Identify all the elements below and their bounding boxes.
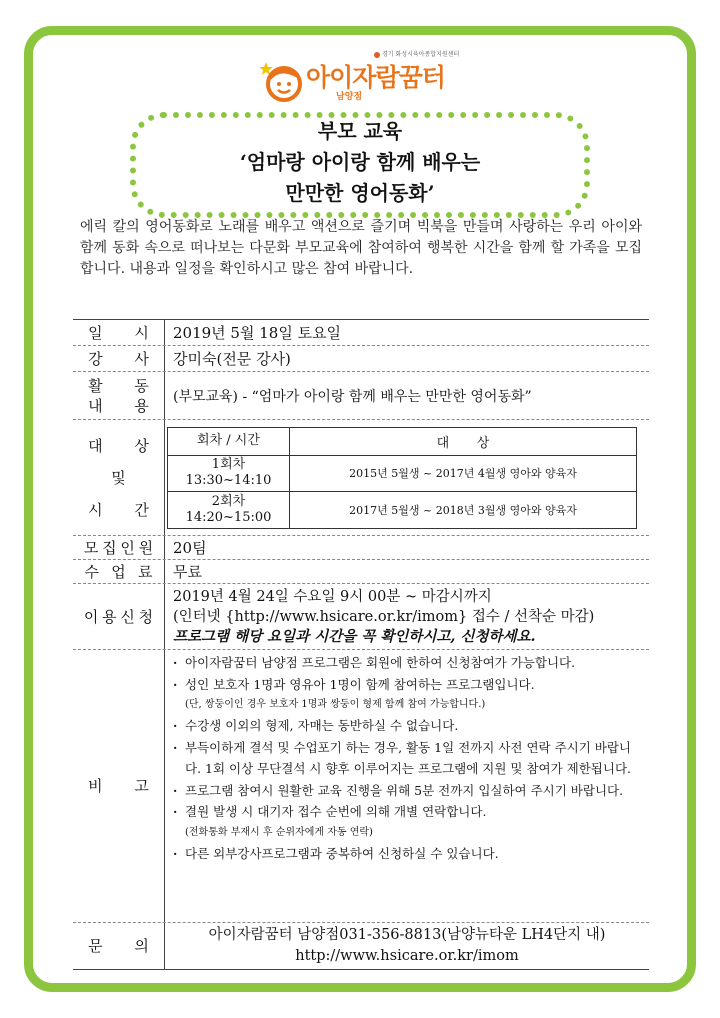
apply-period: 2019년 4월 24일 수요일 9시 00분 ~ 마감시까지 (173, 588, 492, 605)
apply-method: (인터넷 {http://www.hsicare.or.kr/imom} 접수 / 선착순 마감) (173, 608, 595, 625)
label-target-1: 대 상 (88, 436, 163, 455)
value-notes (165, 650, 649, 922)
row-fee (73, 560, 649, 584)
contact-phone: 아이자람꿈터 남양점031-356-8813(남양뉴타운 LH4단지 내) (208, 927, 606, 943)
session-row (168, 492, 636, 528)
session-target: 2017년 5월생 ~ 2018년 3월생 영아와 양육자 (349, 503, 577, 517)
logo-title: 아이자람꿈터 (306, 63, 445, 92)
label-lecturer: 강 사 (73, 346, 165, 371)
note-item: · 수강생 이외의 형제, 자매는 동반하실 수 없습니다. (171, 715, 643, 737)
session-header-round: 회차 / 시간 (168, 428, 290, 455)
label-target (73, 420, 165, 535)
title-line-2: ‘엄마랑 아이랑 함께 배우는 (239, 150, 481, 174)
note-item: · 다른 외부강사프로그램과 중복하여 신청하실 수 있습니다. (171, 843, 643, 865)
label-content-2: 내 용 (88, 396, 163, 415)
info-table (73, 319, 649, 970)
value-target (165, 420, 649, 535)
label-target-3: 시 간 (88, 500, 163, 519)
note-subitem: (단, 쌍둥이인 경우 보호자 1명과 쌍둥이 형제 함께 참여 가능합니다.) (185, 699, 486, 710)
label-notes: 비 고 (73, 650, 165, 922)
title-line-3: 만만한 영어동화’ (285, 181, 435, 205)
session-header-target: 대 상 (436, 435, 502, 451)
session-row (168, 456, 636, 492)
label-target-2: 및 (111, 468, 126, 487)
apply-notice: 프로그램 해당 요일과 시간을 꼭 확인하시고, 신청하세요. (173, 627, 536, 645)
row-capacity (73, 536, 649, 560)
session-round-label: 1회차 (211, 457, 246, 472)
label-date: 일 시 (73, 320, 165, 345)
title-line-1: 부모 교육 (317, 119, 403, 143)
contact-url[interactable]: http://www.hsicare.or.kr/imom (295, 948, 519, 964)
label-fee: 수 업 료 (73, 560, 165, 583)
center-logo-icon (374, 52, 380, 58)
row-notes (73, 650, 649, 923)
child-face-icon (260, 58, 304, 102)
page-title (100, 116, 620, 209)
note-item: · 아이자람꿈터 남양점 프로그램은 회원에 한하여 신청참여가 가능합니다. (171, 652, 643, 674)
note-item: · 프로그램 참여시 원활한 교육 진행을 위해 5분 전까지 입실하여 주시기 바랍니다. (171, 780, 643, 802)
value-content: (부모교육) - “엄마가 아이랑 함께 배우는 만만한 영어동화” (173, 388, 532, 405)
row-target (73, 420, 649, 536)
logo-center-name: 경기 화성시육아종합지원센터 (374, 49, 459, 58)
note-subitem: (전화통화 부재시 후 순위자에게 자동 연락) (185, 826, 373, 838)
label-contact: 문 의 (73, 923, 165, 969)
session-round (168, 456, 290, 491)
value-capacity: 20팀 (173, 539, 207, 557)
value-lecturer: 강미숙(전문 강사) (173, 350, 291, 368)
row-lecturer (73, 346, 649, 372)
notes-list (165, 650, 649, 864)
value-date: 2019년 5월 18일 토요일 (173, 324, 342, 342)
value-fee: 무료 (173, 563, 202, 581)
session-round-label: 2회차 (211, 493, 246, 509)
row-apply (73, 584, 649, 650)
row-content (73, 372, 649, 420)
value-contact (165, 923, 649, 969)
session-time: 14:20~15:00 (185, 509, 272, 525)
note-item: · 결원 발생 시 대기자 접수 순번에 의해 개별 연락합니다. (171, 801, 643, 823)
value-apply (165, 584, 649, 649)
note-item: · 성인 보호자 1명과 영유아 1명이 함께 참여하는 프로그램입니다. (171, 674, 643, 696)
label-content-1: 활 동 (88, 376, 163, 395)
session-time: 13:30~14:10 (185, 473, 272, 488)
label-content (73, 372, 165, 419)
session-header (168, 428, 636, 456)
note-item: · 부득이하게 결석 및 수업포기 하는 경우, 활동 1일 전까지 사전 연락 주시기 바랍니다. 1회 이상 무단결석 시 향후 이루어지는 프로그램에 지원 및 참여가 제한됩니다. (171, 737, 643, 780)
logo (256, 44, 460, 110)
intro-paragraph: 에릭 칼의 영어동화로 노래를 배우고 액션으로 즐기며 빅북을 만들며 사랑하는 우리 아이와 함께 동화 속으로 떠나보는 다문화 부모교육에 참여하여 행복한 시간을 함께 할 가족을 모집합니다. 내용과 일정을 확인하시고 많은 참여 바랍니다. (80, 219, 642, 277)
row-contact (73, 923, 649, 969)
label-capacity: 모집인원 (73, 536, 165, 559)
label-apply: 이용신청 (73, 584, 165, 649)
row-date (73, 320, 649, 346)
session-target: 2015년 5월생 ~ 2017년 4월생 영아와 양육자 (349, 467, 577, 480)
session-round (168, 492, 290, 528)
session-table (167, 427, 637, 529)
logo-branch: 남양점 (336, 92, 363, 102)
